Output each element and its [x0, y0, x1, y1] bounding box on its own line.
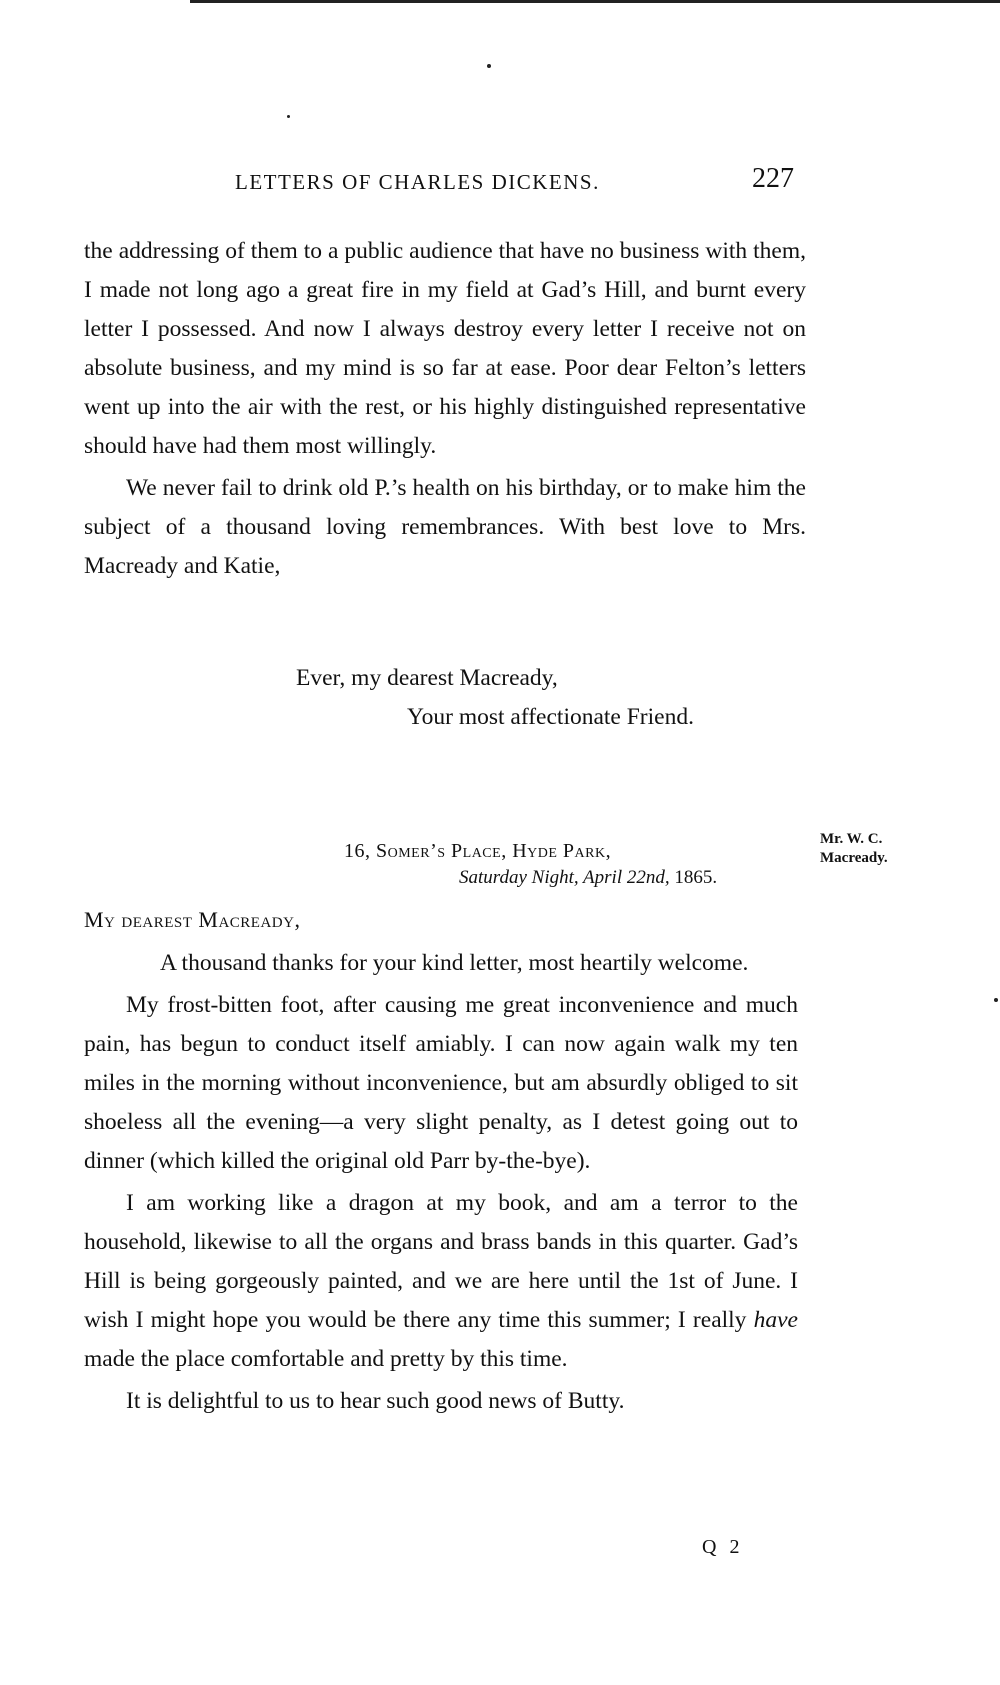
paragraph-3-emphasis: have [753, 1307, 798, 1333]
scan-speck [994, 998, 998, 1002]
closing-line-1: Ever, my dearest Macready, [296, 665, 558, 691]
letter2-paragraph-1: A thousand thanks for your kind letter, most heartily welcome. [160, 950, 749, 976]
printer-signature-mark: Q 2 [702, 1536, 744, 1558]
letter2-paragraph-4: It is delightful to us to hear such good news of Butty. [126, 1388, 625, 1414]
page-number: 227 [752, 163, 794, 194]
dateline-year: 1865. [674, 867, 718, 888]
letter1-body [84, 232, 806, 586]
letter2-address: 16, Somer’s Place, Hyde Park, [344, 840, 612, 862]
scan-speck [487, 64, 491, 68]
margin-note-line-1: Mr. W. C. [820, 831, 883, 847]
letter1-paragraph-2: We never fail to drink old P.’s health on his birthday, or to make him the subject of a thousand loving remembrances. With best love to Mrs. Macready and Katie, [84, 475, 806, 579]
letter2-salutation: My dearest Macready, [84, 907, 301, 932]
dateline-day: Saturday Night, April 22nd, [459, 867, 670, 888]
letter2-paragraph-2: My frost-bitten foot, after causing me great inconvenience and much pain, has begun to conduct itself amiably. I can now again walk my ten miles in the morning without inconvenience, but am absurdly obliged to sit shoeless all the evening—a very slight penalty, as I detest going out to dinner (which killed the original old Parr by-the-bye). [84, 992, 798, 1174]
recipient-margin-note [820, 830, 888, 868]
scan-speck [287, 115, 290, 118]
running-head: LETTERS OF CHARLES DICKENS. [235, 170, 600, 194]
closing-line-2: Your most affectionate Friend. [407, 704, 694, 730]
letter2-dateline [459, 867, 717, 889]
margin-note-line-2: Macready. [820, 850, 888, 866]
letter2-paragraph-3 [84, 1184, 798, 1379]
paragraph-3-text-a: I am working like a dragon at my book, and am a terror to the household, likewise to all the organs and brass bands in this quarter. Gad’s Hill is being gorgeously painted, and we are here until the 1st of June. I wish I might hope you would be there any time this summer; I really [84, 1190, 798, 1333]
letter1-paragraph-1: the addressing of them to a public audience that have no business with them, I made not long ago a great fire in my field at Gad’s Hill, and burnt every letter I possessed. And now I always destroy every letter I receive not on absolute business, and my mind is so far at ease. Poor dear Felton’s letters went up into the air with the rest, or his highly distinguished representative should have had them most willingly. [84, 238, 806, 459]
top-scan-rule [190, 0, 1000, 3]
paragraph-3-text-b: made the place comfortable and pretty by this time. [84, 1346, 568, 1372]
letter2-body [84, 944, 798, 1421]
